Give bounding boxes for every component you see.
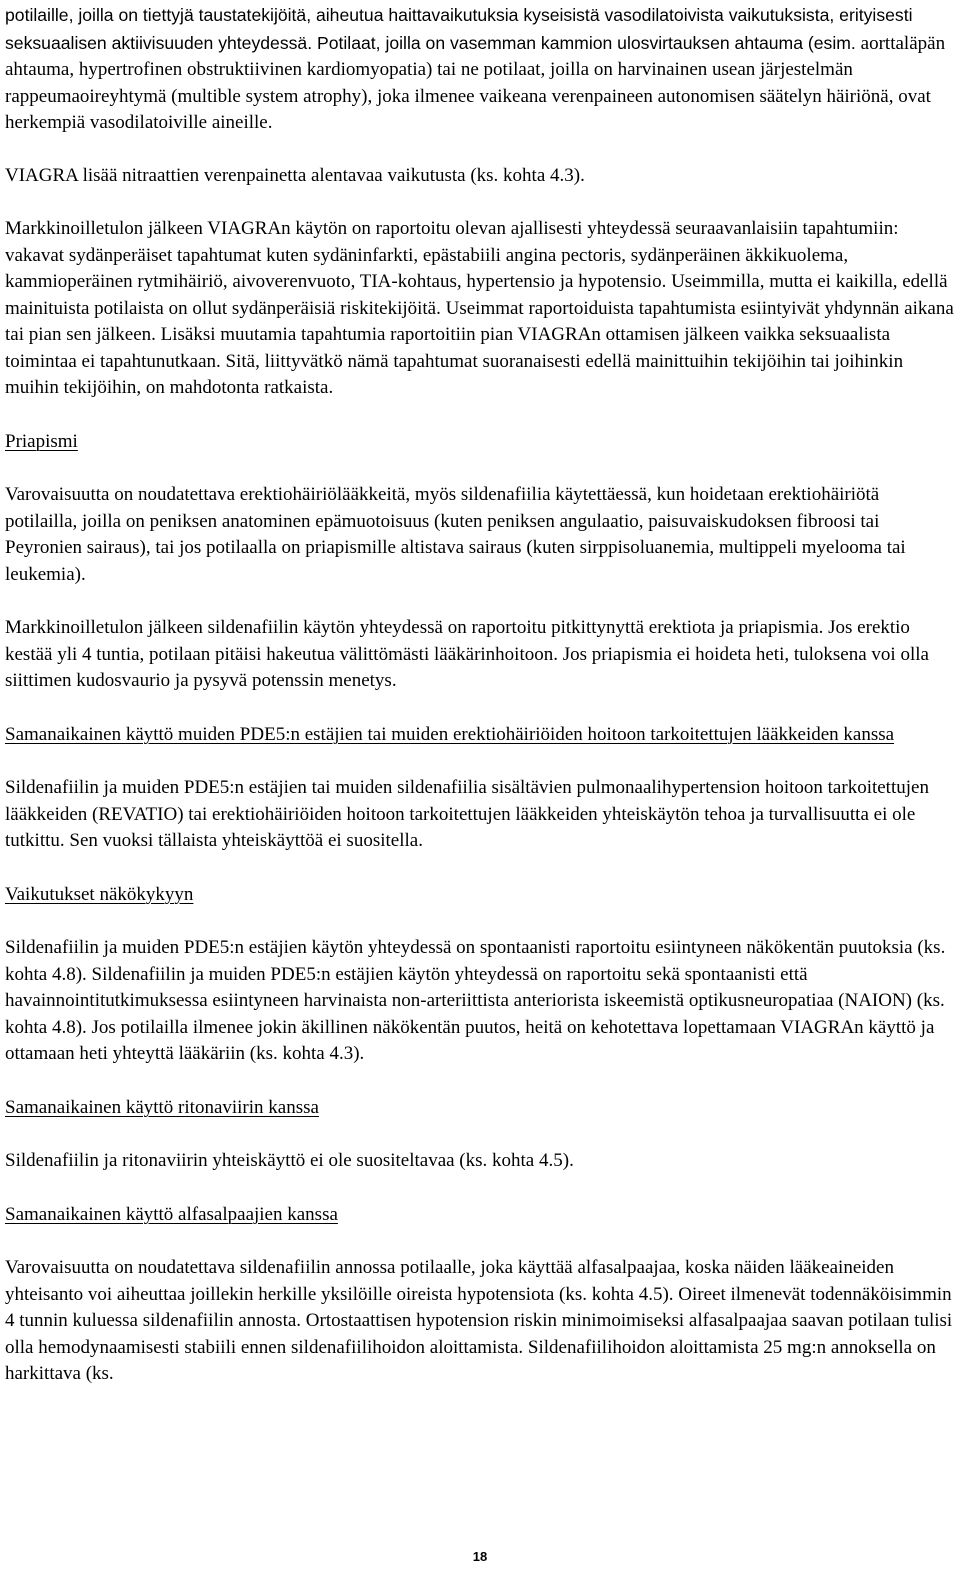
paragraph-vasodilation-serif-part: aorttaläpän ahtauma, hypertrofinen obstruktiivinen kardiomyopatia) tai ne potilaat, joilla on harvinainen usean järjestelmän rappeumaoireyhtymä (multible system atrophy), joka ilmenee vaikeana verenpaineen autonomisen säätelyn häiriönä, ovat herkempiä vasodilatoiville aineille. — [5, 32, 946, 133]
page-number: 18 — [472, 1549, 488, 1564]
document-page — [5, 2, 955, 1388]
paragraph-nitrates: VIAGRA lisää nitraattien verenpainetta alentavaa vaikutusta (ks. kohta 4.3). — [5, 164, 585, 186]
heading-ritonavir: Samanaikainen käyttö ritonaviirin kanssa — [5, 1096, 319, 1118]
paragraph-vision-effects: Sildenafiilin ja muiden PDE5:n estäjien käytön yhteydessä on spontaanisti raportoitu esiintyneen näkökentän puutoksia (ks. kohta 4.8). Sildenafiilin ja muiden PDE5:n estäjien käytön yhteydessä on raportoitu sekä spontaanisti että havainnointitutkimuksessa esiintyneen harvinaista non-arteriittista anteriorista iskeemistä optikusneuropatiaa (NAION) (ks. kohta 4.8). Jos potilailla ilmenee jokin äkillinen näkökentän puutos, heitä on kehotettava lopettamaan VIAGRAn käyttö ja ottamaan heti yhteyttä lääkäriin (ks. kohta 4.3). — [5, 937, 946, 1064]
heading-priapismi: Priapismi — [5, 430, 78, 452]
paragraph-vasodilation-sans-part: potilaille, joilla on tiettyjä taustatekijöitä, aiheutua haittavaikutuksia kyseisistä vasodilatoivista vaikutuksista, erityisesti seksuaalisen aktiivisuuden yhteydessä. Potilaat, joilla on vasemman kammion ulosvirtauksen ahtauma (esim. — [5, 5, 913, 53]
paragraph-alpha-blockers: Varovaisuutta on noudatettava sildenafiilin annossa potilaalle, joka käyttää alfasalpaajaa, koska näiden lääkeaineiden yhteisanto voi aiheuttaa joillekin herkille yksilöille oireista hypotensiota (ks. kohta 4.5). Oireet ilmenevät todennäköisimmin 4 tunnin kuluessa sildenafiilin annosta. Ortostaattisen hypotension riskin minimoimiseksi alfasalpaajaa saavan potilaan tulisi olla hemodynaamisesti stabiili ennen sildenafiilihoidon aloittamista. Sildenafiilihoidon aloittamista 25 mg:n annoksella on harkittava (ks. — [5, 1257, 953, 1384]
paragraph-postmarketing-cardiac: Markkinoilletulon jälkeen VIAGRAn käytön on raportoitu olevan ajallisesti yhteydessä seuraavanlaisiin tapahtumiin: vakavat sydänperäiset tapahtumat kuten sydäninfarkti, epästabiili angina pectoris, sydänperäinen äkkikuolema, kammioperäinen rytmihäiriö, aivoverenvuoto, TIA-kohtaus, hypertensio ja hypotensio. Useimmilla, mutta ei kaikilla, edellä mainituista potilaista on ollut sydänperäisiä riskitekijöitä. Useimmat raportoiduista tapahtumista esiintyivät yhdynnän aikana tai pian sen jälkeen. Lisäksi muutamia tapahtumia raportoitiin pian VIAGRAn ottamisen jälkeen vaikka seksuaalista toimintaa ei tapahtunutkaan. Sitä, liittyvätkö nämä tapahtumat suoranaisesti edellä mainittuihin tekijöihin tai joihinkin muihin tekijöihin, on mahdotonta ratkaista. — [5, 218, 954, 398]
heading-pde5-combination: Samanaikainen käyttö muiden PDE5:n estäjien tai muiden erektiohäiriöiden hoitoon tarkoitettujen lääkkeiden kanssa — [5, 723, 895, 745]
paragraph-pde5-combination: Sildenafiilin ja muiden PDE5:n estäjien tai muiden sildenafiilia sisältävien pulmonaalihypertension hoitoon tarkoitettujen lääkkeiden (REVATIO) tai erektiohäiriöiden hoitoon tarkoitettujen lääkkeiden yhteiskäytön tehoa ja turvallisuutta ei ole tutkittu. Sen vuoksi tällaista yhteiskäyttöä ei suositella. — [5, 777, 929, 851]
heading-alpha-blockers: Samanaikainen käyttö alfasalpaajien kanssa — [5, 1203, 338, 1225]
paragraph-priapism-caution: Varovaisuutta on noudatettava erektiohäiriölääkkeitä, myös sildenafiilia käytettäessä, kun hoidetaan erektiohäiriötä potilailla, joilla on peniksen anatominen epämuotoisuus (kuten peniksen angulaatio, paisuvaiskudoksen fibroosi tai Peyronien sairaus), tai jos potilaalla on priapismille altistava sairaus (kuten sirppisoluanemia, multippeli myelooma tai leukemia). — [5, 484, 906, 585]
paragraph-priapism-postmarketing: Markkinoilletulon jälkeen sildenafiilin käytön yhteydessä on raportoitu pitkittynyttä erektiota ja priapismia. Jos erektio kestää yli 4 tuntia, potilaan pitäisi hakeutua välittömästi lääkärinhoitoon. Jos priapismia ei hoideta heti, tuloksena voi olla siittimen kudosvaurio ja pysyvä potenssin menetys. — [5, 617, 929, 691]
heading-vision-effects: Vaikutukset näkökykyyn — [5, 883, 194, 905]
paragraph-vasodilation — [5, 2, 953, 137]
paragraph-ritonavir: Sildenafiilin ja ritonaviirin yhteiskäyttö ei ole suositeltavaa (ks. kohta 4.5). — [5, 1150, 574, 1171]
